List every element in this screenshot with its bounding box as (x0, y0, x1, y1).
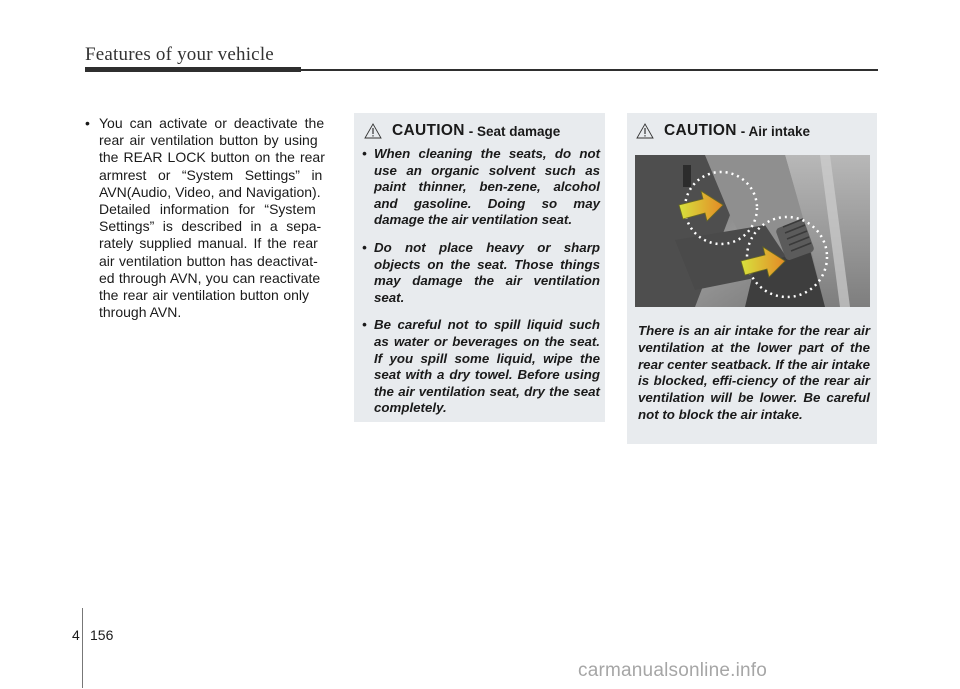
caution-seat-subtitle: - Seat damage (468, 123, 561, 139)
body-line: rear air ventilation button by using (99, 132, 318, 149)
body-line: through AVN. (99, 304, 182, 321)
body-line: • You can activate or deactivate the (85, 115, 325, 131)
body-line: the rear air ventilation button only (99, 287, 310, 304)
caution-air-box (627, 113, 877, 444)
caution-air-word: CAUTION (664, 122, 737, 139)
list-item: • When cleaning the seats, do not use an organic solvent such as paint thinner, ben-zene, alcohol and gasoline. Doing so may damage the air ventilation seat. (362, 146, 600, 228)
page-number: 156 (90, 627, 114, 643)
caution-seat-heading (364, 122, 560, 140)
caution-seat-box (354, 113, 605, 422)
header-rule-thin (301, 69, 878, 71)
body-line: Settings” is described in a sepa- (99, 218, 322, 235)
body-line: AVN(Audio, Video, and Navigation). (99, 183, 321, 200)
warning-triangle-icon (364, 123, 382, 139)
caution-air-subtitle: - Air intake (740, 123, 810, 139)
header-title: Features of your vehicle (85, 44, 274, 65)
caution-air-heading (636, 122, 810, 140)
body-line: Detailed information for “System (99, 201, 316, 218)
list-item: • Do not place heavy or sharp objects on the seat. Those things may damage the air ventilation seat. (362, 239, 600, 305)
body-line: rately supplied manual. If the rear (99, 235, 318, 252)
chapter-number: 4 (72, 627, 80, 643)
page-divider (82, 608, 83, 688)
caution-seat-word: CAUTION (392, 122, 465, 139)
body-line: the REAR LOCK button on the rear (99, 149, 325, 166)
body-line: ed through AVN, you can reactivate (99, 269, 321, 286)
bullet: • (85, 115, 90, 131)
body-line: armrest or “System Settings” in (99, 166, 323, 183)
header-rule-thick (85, 67, 301, 72)
watermark: carmanualsonline.info (578, 660, 768, 681)
rear-seat-air-intake-photo (635, 155, 870, 307)
body-line: air ventilation button has deactivat- (99, 252, 318, 269)
body-text (85, 115, 335, 321)
warning-triangle-icon (636, 123, 654, 139)
caution-seat-list (362, 146, 600, 428)
caution-air-text: There is an air intake for the rear air ventilation at the lower part of the rear center seatback. If the air intake is blocked, effi-ciency of the rear air ventilation will be lower. Be careful not to block the air intake. (638, 323, 870, 422)
list-item: • Be careful not to spill liquid such as water or beverages on the seat. If you spill some liquid, wipe the seat with a dry towel. Before using the air ventilation seat, dry the seat completely. (362, 317, 600, 416)
